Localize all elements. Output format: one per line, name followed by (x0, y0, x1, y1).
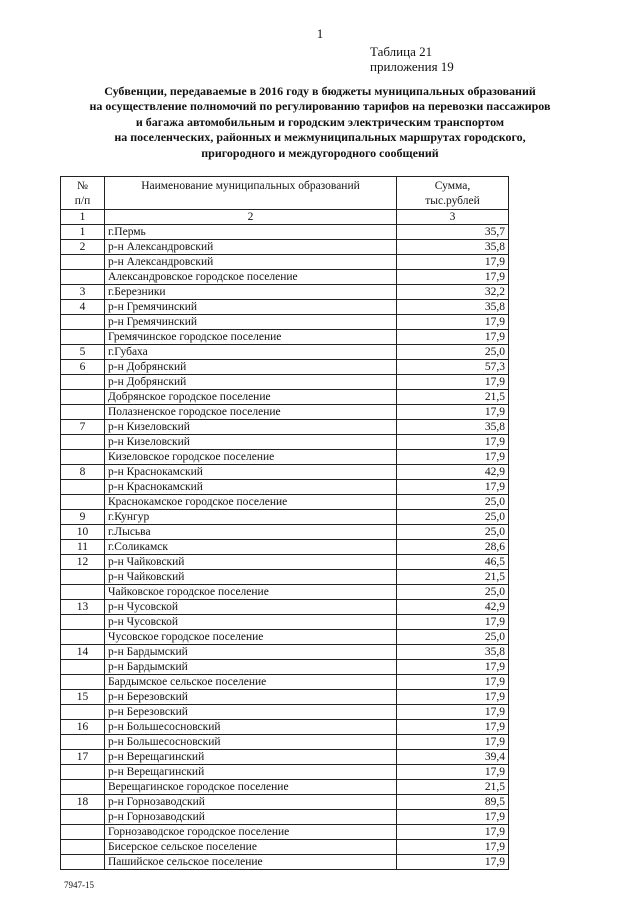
page-number: 1 (316, 26, 324, 41)
row-number: 4 (61, 300, 105, 315)
table-row (61, 390, 509, 405)
row-number (61, 330, 105, 345)
row-number (61, 390, 105, 405)
municipality-name: г.Лысьва (105, 525, 397, 540)
table-row (61, 840, 509, 855)
table-row (61, 270, 509, 285)
table-row (61, 750, 509, 765)
row-number (61, 780, 105, 795)
table-row (61, 300, 509, 315)
municipality-name: р-н Александровский (105, 240, 397, 255)
municipality-name: Пашийское сельское поселение (105, 855, 397, 870)
row-number (61, 840, 105, 855)
municipality-name: р-н Александровский (105, 255, 397, 270)
table-row (61, 540, 509, 555)
table-row (61, 675, 509, 690)
amount: 17,9 (397, 330, 509, 345)
amount: 21,5 (397, 390, 509, 405)
amount: 17,9 (397, 255, 509, 270)
table-row (61, 555, 509, 570)
title-line: пригородного и междугородного сообщений (201, 145, 439, 160)
row-number (61, 825, 105, 840)
table-row (61, 240, 509, 255)
table-row (61, 600, 509, 615)
row-number (61, 480, 105, 495)
table-row (61, 825, 509, 840)
municipality-name: р-н Добрянский (105, 375, 397, 390)
row-number (61, 630, 105, 645)
table-row (61, 615, 509, 630)
title-line: и багажа автомобильным и городским электрическим транспортом (135, 114, 505, 129)
amount: 89,5 (397, 795, 509, 810)
row-number: 10 (61, 525, 105, 540)
municipality-name: р-н Большесосновский (105, 720, 397, 735)
table-row (61, 660, 509, 675)
table-row (61, 480, 509, 495)
amount: 17,9 (397, 375, 509, 390)
municipality-name: г.Кунгур (105, 510, 397, 525)
municipality-name: Добрянское городское поселение (105, 390, 397, 405)
municipality-name: р-н Кизеловский (105, 435, 397, 450)
amount: 17,9 (397, 840, 509, 855)
municipality-name: Бисерское сельское поселение (105, 840, 397, 855)
table-row (61, 420, 509, 435)
table-row (61, 690, 509, 705)
municipality-name: р-н Чусовской (105, 600, 397, 615)
row-number: 15 (61, 690, 105, 705)
amount: 25,0 (397, 630, 509, 645)
header-number: № п/п (61, 177, 105, 210)
municipality-name: Чусовское городское поселение (105, 630, 397, 645)
table-row (61, 570, 509, 585)
municipality-name: р-н Чайковский (105, 555, 397, 570)
title-line: на осуществление полномочий по регулированию тарифов на перевозки пассажиров (89, 99, 551, 114)
amount: 21,5 (397, 570, 509, 585)
amount: 17,9 (397, 270, 509, 285)
row-number: 16 (61, 720, 105, 735)
amount: 35,7 (397, 225, 509, 240)
table-row (61, 345, 509, 360)
municipality-name: г.Пермь (105, 225, 397, 240)
header-municipality: Наименование муниципальных образований (105, 177, 397, 210)
amount: 17,9 (397, 450, 509, 465)
amount: 46,5 (397, 555, 509, 570)
amount: 25,0 (397, 525, 509, 540)
subsidy-table (60, 176, 509, 870)
row-number (61, 405, 105, 420)
table-row (61, 855, 509, 870)
municipality-name: Александровское городское поселение (105, 270, 397, 285)
municipality-name: р-н Краснокамский (105, 465, 397, 480)
amount: 17,9 (397, 435, 509, 450)
row-number: 6 (61, 360, 105, 375)
table-row (61, 465, 509, 480)
municipality-name: р-н Краснокамский (105, 480, 397, 495)
row-number (61, 765, 105, 780)
amount: 25,0 (397, 510, 509, 525)
table-row (61, 285, 509, 300)
municipality-name: р-н Гремячинский (105, 315, 397, 330)
municipality-name: г.Березники (105, 285, 397, 300)
row-number: 11 (61, 540, 105, 555)
table-row (61, 405, 509, 420)
table-row (61, 705, 509, 720)
municipality-name: р-н Кизеловский (105, 420, 397, 435)
municipality-name: р-н Добрянский (105, 360, 397, 375)
table-row (61, 450, 509, 465)
municipality-name: г.Соликамск (105, 540, 397, 555)
municipality-name: р-н Горнозаводский (105, 795, 397, 810)
column-index: 1 (61, 210, 105, 225)
column-index: 3 (397, 210, 509, 225)
header-row (61, 177, 509, 210)
column-index-row (61, 210, 509, 225)
municipality-name: Полазненское городское поселение (105, 405, 397, 420)
amount: 35,8 (397, 420, 509, 435)
municipality-name: р-н Большесосновский (105, 735, 397, 750)
amount: 17,9 (397, 810, 509, 825)
table-row (61, 735, 509, 750)
table-reference (370, 44, 454, 74)
row-number (61, 810, 105, 825)
row-number: 17 (61, 750, 105, 765)
municipality-name: г.Губаха (105, 345, 397, 360)
row-number (61, 855, 105, 870)
amount: 17,9 (397, 690, 509, 705)
municipality-name: Гремячинское городское поселение (105, 330, 397, 345)
amount: 35,8 (397, 300, 509, 315)
table-row (61, 630, 509, 645)
document-title (40, 84, 600, 161)
amount: 35,8 (397, 240, 509, 255)
row-number (61, 450, 105, 465)
row-number (61, 435, 105, 450)
table-row (61, 435, 509, 450)
row-number: 3 (61, 285, 105, 300)
amount: 42,9 (397, 600, 509, 615)
municipality-name: Чайковское городское поселение (105, 585, 397, 600)
table-row (61, 255, 509, 270)
row-number (61, 735, 105, 750)
table-row (61, 810, 509, 825)
amount: 25,0 (397, 495, 509, 510)
amount: 17,9 (397, 405, 509, 420)
amount: 57,3 (397, 360, 509, 375)
amount: 42,9 (397, 465, 509, 480)
municipality-name: р-н Бардымский (105, 660, 397, 675)
amount: 17,9 (397, 825, 509, 840)
amount: 35,8 (397, 645, 509, 660)
municipality-name: Бардымское сельское поселение (105, 675, 397, 690)
row-number: 7 (61, 420, 105, 435)
municipality-name: р-н Березовский (105, 705, 397, 720)
column-index: 2 (105, 210, 397, 225)
table-row (61, 510, 509, 525)
title-line: на поселенческих, районных и межмуниципальных маршрутах городского, (114, 130, 526, 145)
municipality-name: р-н Гремячинский (105, 300, 397, 315)
row-number (61, 675, 105, 690)
municipality-name: Краснокамское городское поселение (105, 495, 397, 510)
row-number: 12 (61, 555, 105, 570)
row-number: 9 (61, 510, 105, 525)
row-number: 5 (61, 345, 105, 360)
table-row (61, 720, 509, 735)
amount: 17,9 (397, 660, 509, 675)
row-number: 18 (61, 795, 105, 810)
amount: 39,4 (397, 750, 509, 765)
table-row (61, 315, 509, 330)
row-number: 8 (61, 465, 105, 480)
table-row (61, 495, 509, 510)
row-number (61, 660, 105, 675)
amount: 17,9 (397, 735, 509, 750)
municipality-name: р-н Верещагинский (105, 750, 397, 765)
table-ref-line: Таблица 21 (370, 44, 433, 59)
row-number (61, 375, 105, 390)
table-row (61, 330, 509, 345)
table-row (61, 645, 509, 660)
header-amount: Сумма, тыс.рублей (397, 177, 509, 210)
amount: 17,9 (397, 855, 509, 870)
amount: 28,6 (397, 540, 509, 555)
municipality-name: р-н Горнозаводский (105, 810, 397, 825)
title-line: Субвенции, передаваемые в 2016 году в бюджеты муниципальных образований (104, 84, 536, 98)
table-row (61, 795, 509, 810)
table-row (61, 585, 509, 600)
amount: 17,9 (397, 315, 509, 330)
municipality-name: Горнозаводское городское поселение (105, 825, 397, 840)
amount: 32,2 (397, 285, 509, 300)
row-number (61, 570, 105, 585)
row-number (61, 315, 105, 330)
table-row (61, 360, 509, 375)
amount: 21,5 (397, 780, 509, 795)
municipality-name: р-н Чусовской (105, 615, 397, 630)
table-row (61, 525, 509, 540)
amount: 17,9 (397, 705, 509, 720)
municipality-name: р-н Верещагинский (105, 765, 397, 780)
table-row (61, 375, 509, 390)
municipality-name: р-н Чайковский (105, 570, 397, 585)
amount: 17,9 (397, 615, 509, 630)
amount: 17,9 (397, 720, 509, 735)
row-number: 14 (61, 645, 105, 660)
amount: 17,9 (397, 765, 509, 780)
table-ref-line: приложения 19 (370, 59, 454, 74)
amount: 25,0 (397, 585, 509, 600)
table-row (61, 765, 509, 780)
amount: 17,9 (397, 675, 509, 690)
municipality-name: Верещагинское городское поселение (105, 780, 397, 795)
row-number (61, 615, 105, 630)
row-number (61, 255, 105, 270)
row-number: 1 (61, 225, 105, 240)
table-row (61, 225, 509, 240)
amount: 17,9 (397, 480, 509, 495)
document-code: 7947-15 (64, 880, 94, 890)
row-number: 13 (61, 600, 105, 615)
row-number (61, 270, 105, 285)
row-number (61, 495, 105, 510)
row-number: 2 (61, 240, 105, 255)
amount: 25,0 (397, 345, 509, 360)
municipality-name: р-н Березовский (105, 690, 397, 705)
table-row (61, 780, 509, 795)
municipality-name: Кизеловское городское поселение (105, 450, 397, 465)
row-number (61, 705, 105, 720)
row-number (61, 585, 105, 600)
municipality-name: р-н Бардымский (105, 645, 397, 660)
